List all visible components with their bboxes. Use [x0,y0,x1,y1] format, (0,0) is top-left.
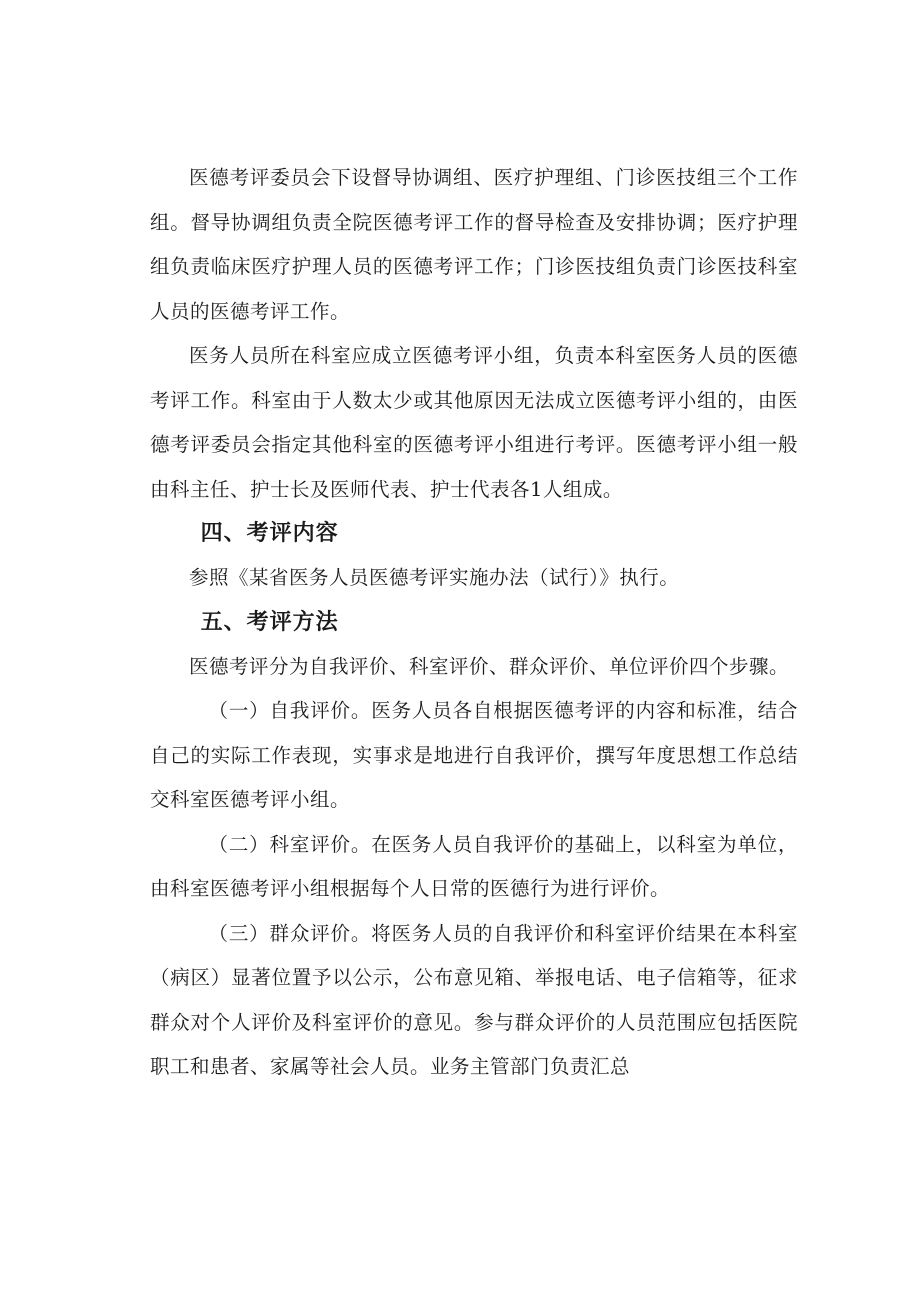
paragraph-public-evaluation: （三）群众评价。将医务人员的自我评价和科室评价结果在本科室（病区）显著位置予以公示，公布意见箱、举报电话、电子信箱等，征求群众对个人评价及科室评价的意见。参与群众评价的人员范围应包括医院职工和患者、家属等社会人员。业务主管部门负责汇总 [150,921,798,1078]
section-heading-content: 四、考评内容 [200,521,339,546]
paragraph-working-groups: 医德考评委员会下设督导协调组、医疗护理组、门诊医技组三个工作组。督导协调组负责全院医德考评工作的督导检查及安排协调；医疗护理组负责临床医疗护理人员的医德考评工作；门诊医技组负责门诊医技科室人员的医德考评工作。 [150,166,798,323]
paragraph-department-panel: 医务人员所在科室应成立医德考评小组，负责本科室医务人员的医德考评工作。科室由于人数太少或其他原因无法成立医德考评小组的，由医德考评委员会指定其他科室的医德考评小组进行考评。医德考评小组一般由科主任、护士长及医师代表、护士代表各1人组成。 [150,344,798,501]
document-page [150,156,798,1090]
paragraph-department-evaluation: （二）科室评价。在医务人员自我评价的基础上，以科室为单位，由科室医德考评小组根据每个人日常的医德行为进行评价。 [150,832,798,900]
paragraph-self-evaluation: （一）自我评价。医务人员各自根据医德考评的内容和标准，结合自己的实际工作表现，实事求是地进行自我评价，撰写年度思想工作总结交科室医德考评小组。 [150,699,798,811]
paragraph-reference: 参照《某省医务人员医德考评实施办法（试行）》执行。 [189,566,680,589]
section-heading-method: 五、考评方法 [200,609,339,635]
paragraph-steps: 医德考评分为自我评价、科室评价、群众评价、单位评价四个步骤。 [189,654,790,678]
